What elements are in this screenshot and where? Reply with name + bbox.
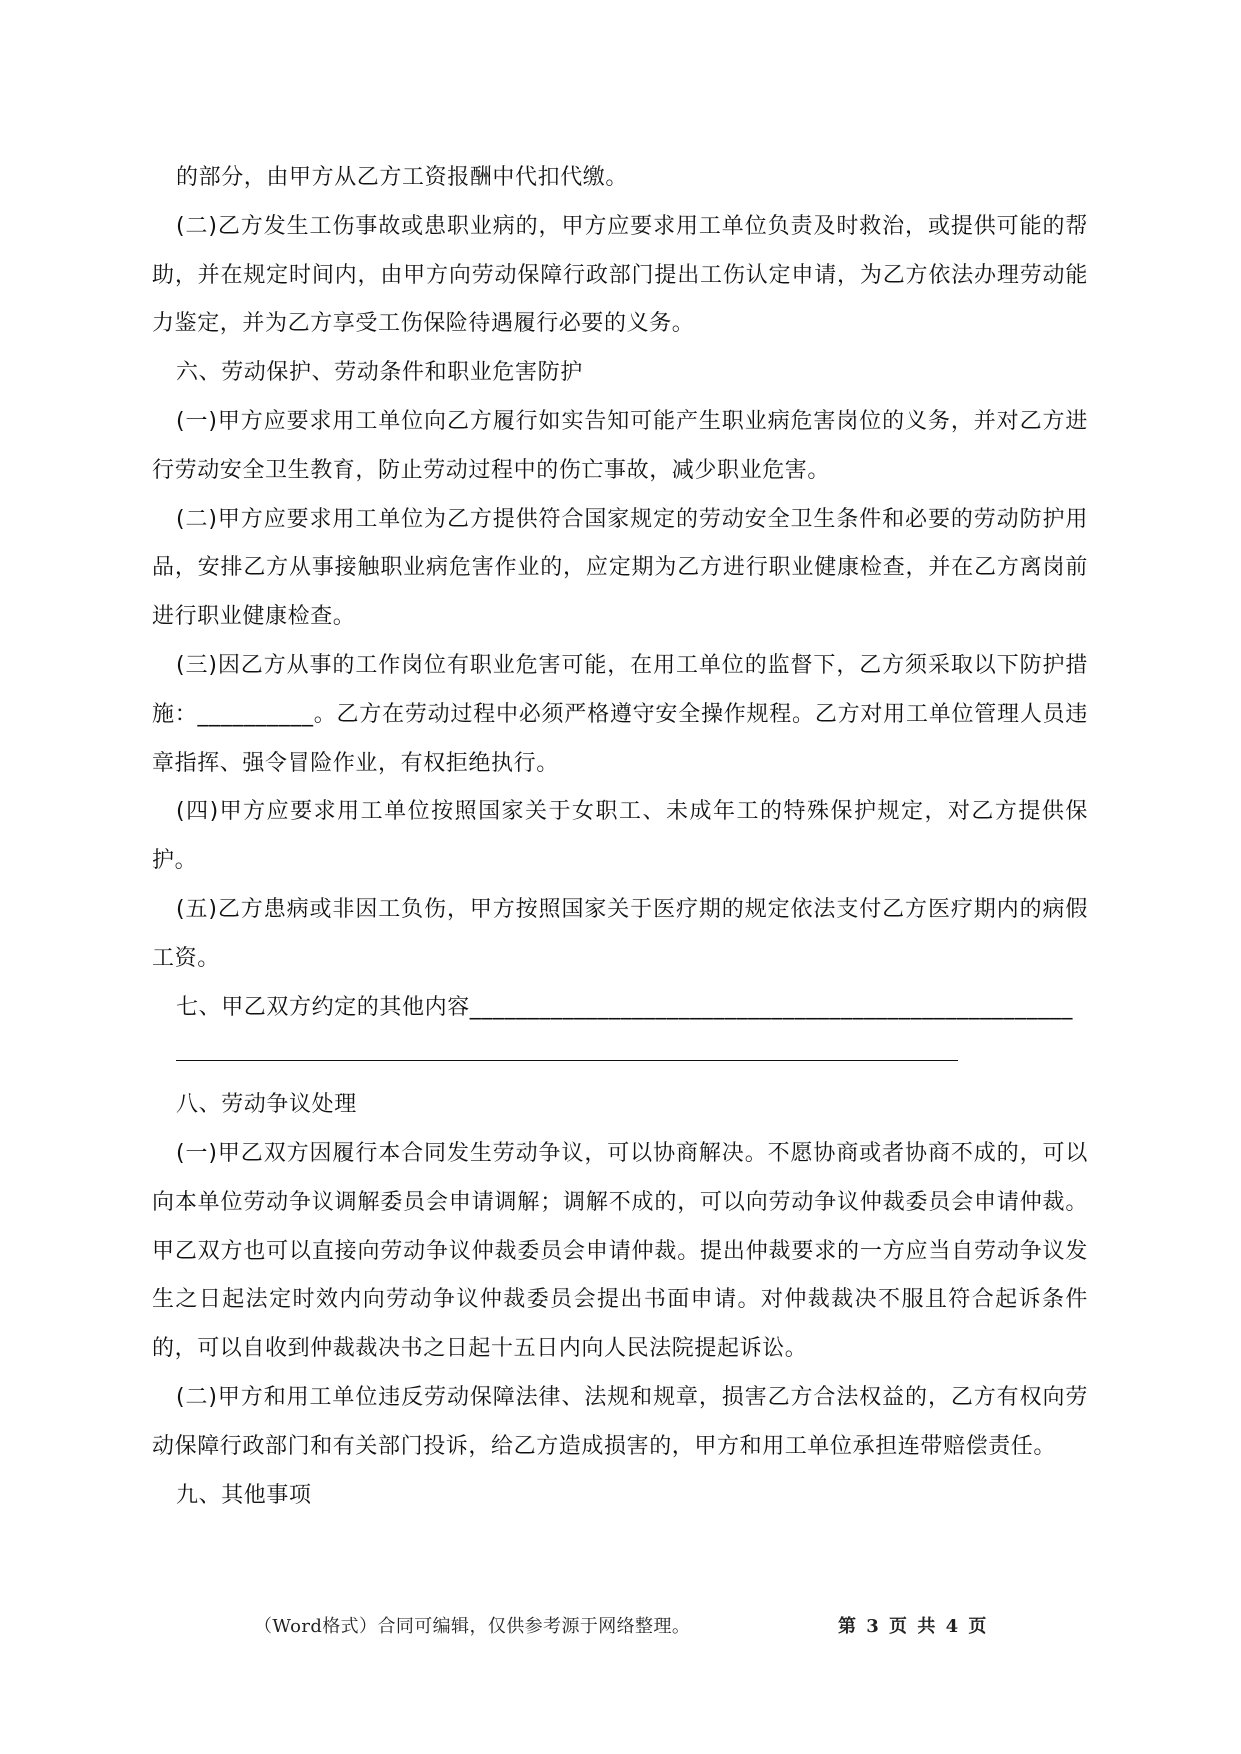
paragraph-6-3: (三)因乙方从事的工作岗位有职业危害可能，在用工单位的监督下，乙方须采取以下防护措施：__________。乙方在劳动过程中必须严格遵守安全操作规程。乙方对用工单位管理人员违章指挥、强令冒险作业，有权拒绝执行。 [152, 652, 1088, 776]
section-heading-6: 六、劳动保护、劳动条件和职业危害防护 [176, 360, 583, 386]
paragraph-5-2: (二)乙方发生工伤事故或患职业病的，甲方应要求用工单位负责及时救治，或提供可能的帮助，并在规定时间内，由甲方向劳动保障行政部门提出工伤认定申请，为乙方依法办理劳动能力鉴定，并为乙方享受工伤保险待遇履行必要的义务。 [152, 213, 1088, 337]
fill-in-blank-line [152, 1032, 1088, 1081]
paragraph-6-2: (二)甲方应要求用工单位为乙方提供符合国家规定的劳动安全卫生条件和必要的劳动防护用品，安排乙方从事接触职业病危害作业的，应定期为乙方进行职业健康检查，并在乙方离岗前进行职业健康检查。 [152, 506, 1088, 630]
paragraph-8-1: (一)甲乙双方因履行本合同发生劳动争议，可以协商解决。不愿协商或者协商不成的，可以向本单位劳动争议调解委员会申请调解；调解不成的，可以向劳动争议仲裁委员会申请仲裁。甲乙双方也可以直接向劳动争议仲裁委员会申请仲裁。提出仲裁要求的一方应当自劳动争议发生之日起法定时效内向劳动争议仲裁委员会提出书面申请。对仲裁裁决不服且符合起诉条件的，可以自收到仲裁裁决书之日起十五日内向人民法院提起诉讼。 [152, 1140, 1088, 1362]
footer-note: （Word格式）合同可编辑，仅供参考源于网络整理。 [254, 1616, 691, 1637]
page-number: 第 3 页 共 4 页 [838, 1616, 989, 1637]
paragraph-6-1: (一)甲方应要求用工单位向乙方履行如实告知可能产生职业病危害岗位的义务，并对乙方进行劳动安全卫生教育，防止劳动过程中的伤亡事故，减少职业危害。 [152, 408, 1088, 483]
page-footer [0, 1612, 1241, 1642]
blank-underline [176, 1032, 958, 1061]
section-heading-7: 七、甲乙双方约定的其他内容____________________________________________________ [176, 994, 1074, 1020]
paragraph-6-5: (五)乙方患病或非因工负伤，甲方按照国家关于医疗期的规定依法支付乙方医疗期内的病假工资。 [152, 896, 1088, 971]
section-heading-8: 八、劳动争议处理 [176, 1092, 357, 1118]
document-body [152, 154, 1088, 1520]
section-heading-9: 九、其他事项 [176, 1482, 312, 1508]
paragraph-continuation: 的部分，由甲方从乙方工资报酬中代扣代缴。 [176, 165, 629, 190]
paragraph-8-2: (二)甲方和用工单位违反劳动保障法律、法规和规章，损害乙方合法权益的，乙方有权向劳动保障行政部门和有关部门投诉，给乙方造成损害的，甲方和用工单位承担连带赔偿责任。 [152, 1384, 1088, 1459]
paragraph-6-4: (四)甲方应要求用工单位按照国家关于女职工、未成年工的特殊保护规定，对乙方提供保护。 [152, 799, 1088, 874]
